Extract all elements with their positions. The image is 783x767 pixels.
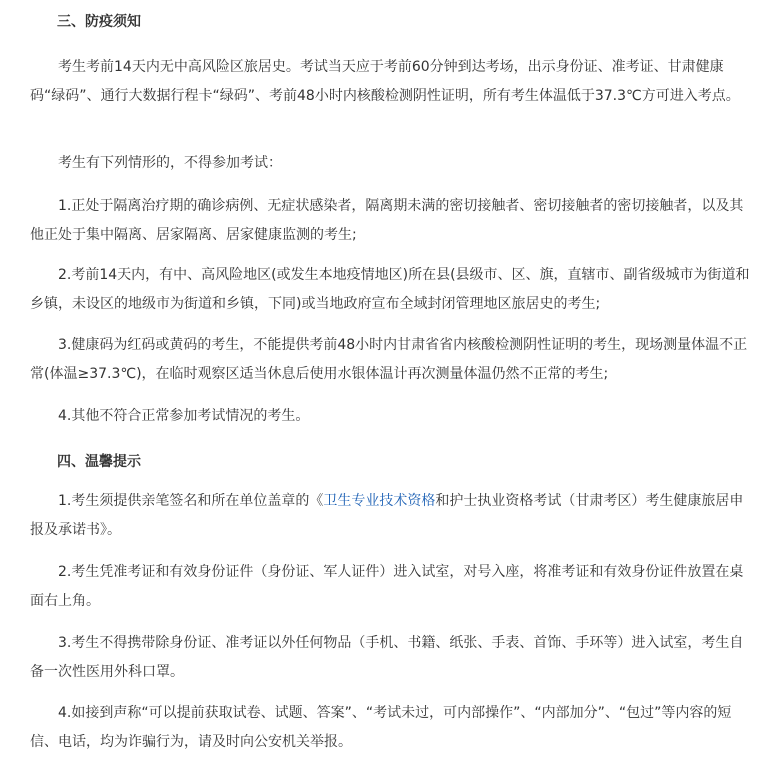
paragraph-exclusion-2: 2.考前14天内，有中、高风险地区(或发生本地疫情地区)所在县(县级市、区、旗，直辖市、副省级城市为街道和乡镇，未设区的地级市为街道和乡镇，下同)或当地政府宣布全域封闭管理地区旅居史的考生; [30,267,750,312]
paragraph-entry-requirements: 考生考前14天内无中高风险区旅居史。考试当天应于考前60分钟到达考场，出示身份证、准考证、甘肃健康码“绿码”、通行大数据行程卡“绿码”、考前48小时内核酸检测阴性证明，所有考生体温低于37.3℃方可进入考点。 [30,59,740,104]
qualification-exam-link[interactable]: 卫生专业技术资格 [323,493,436,509]
paragraph-reminder-1 [30,487,754,545]
reminder-1-text-after: 和护士执业资格考试（甘肃考区）考生健康旅居申报及承诺书》。 [30,493,744,538]
paragraph-reminder-4: 4.如接到声称“可以提前获取试卷、试题、答案”、“考试未过，可内部操作”、“内部加分”、“包过”等内容的短信、电话，均为诈骗行为，请及时向公安机关举报。 [30,705,732,750]
paragraph-exclusion-3: 3.健康码为红码或黄码的考生，不能提供考前48小时内甘肃省省内核酸检测阴性证明的考生，现场测量体温不正常(体温≥37.3℃)，在临时观察区适当休息后使用水银体温计再次测量体温仍然不正常的考生; [30,337,748,382]
paragraph-reminder-2: 2.考生凭准考证和有效身份证件（身份证、军人证件）进入试室，对号入座，将准考证和有效身份证件放置在桌面右上角。 [30,564,744,609]
section-heading-reminders: 四、温馨提示 [57,454,141,470]
paragraph-reminder-3: 3.考生不得携带除身份证、准考证以外任何物品（手机、书籍、纸张、手表、首饰、手环等）进入试室，考生自备一次性医用外科口罩。 [30,635,744,680]
paragraph-exclusion-intro: 考生有下列情形的，不得参加考试： [58,155,282,171]
section-heading-epidemic-prevention: 三、防疫须知 [57,14,141,30]
paragraph-exclusion-1: 1.正处于隔离治疗期的确诊病例、无症状感染者，隔离期未满的密切接触者、密切接触者的密切接触者，以及其他正处于集中隔离、居家隔离、居家健康监测的考生; [30,198,744,243]
reminder-1-text-before: 1.考生须提供亲笔签名和所在单位盖章的《 [58,493,324,509]
paragraph-exclusion-4: 4.其他不符合正常参加考试情况的考生。 [58,408,310,424]
